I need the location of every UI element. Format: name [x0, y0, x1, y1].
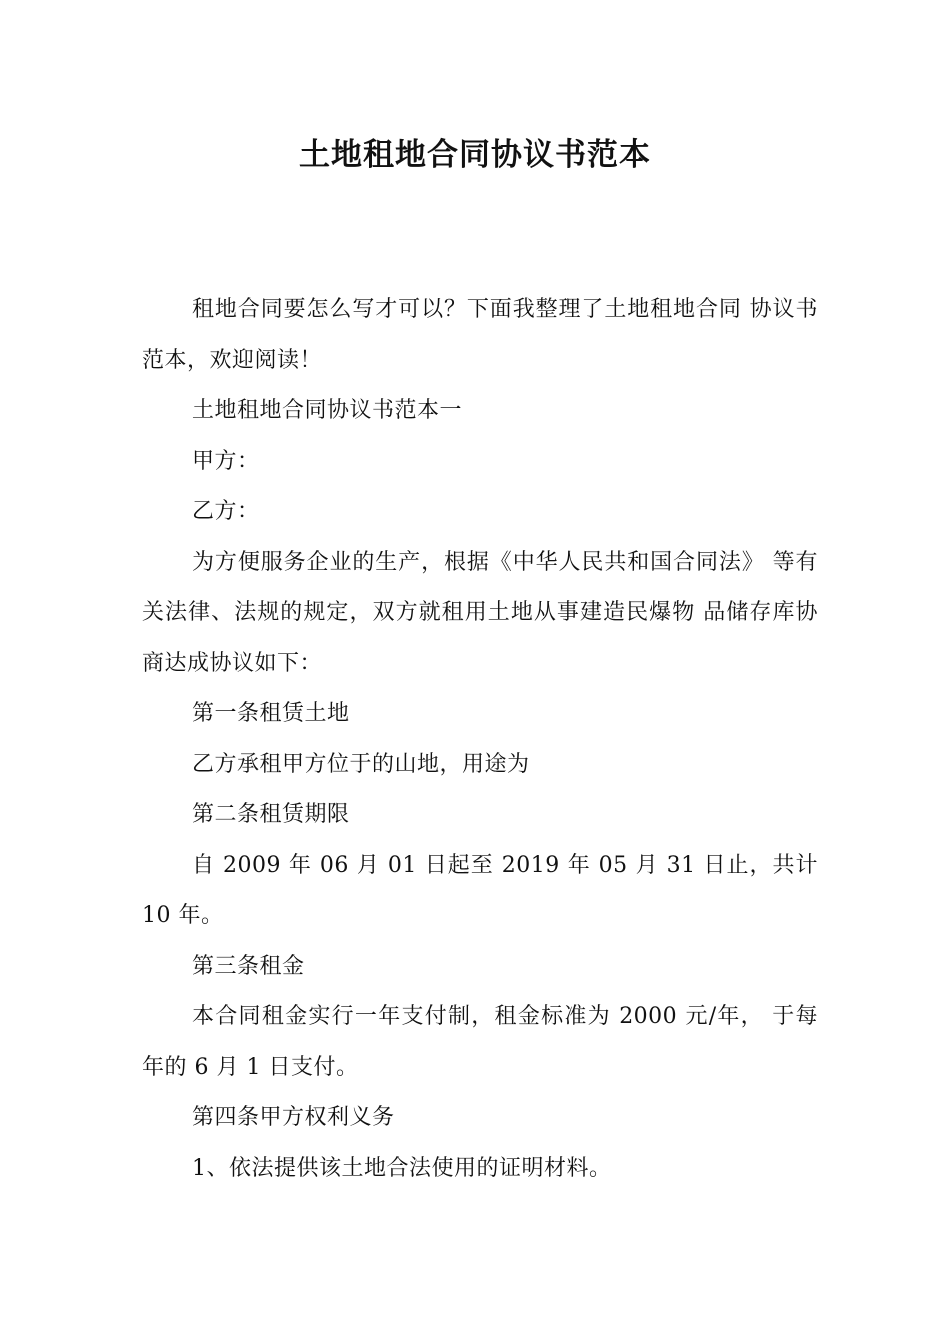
- article-4-heading: 第四条甲方权利义务: [192, 1105, 395, 1130]
- party-b-line: 乙方：: [192, 499, 260, 524]
- article-3-text: 本合同租金实行一年支付制，租金标准为 2000 元/年， 于每年的 6 月 1 日支付。: [142, 1004, 818, 1080]
- intro-paragraph: 租地合同要怎么写才可以？下面我整理了土地租地合同 协议书范本，欢迎阅读！: [142, 297, 818, 373]
- section-heading: 土地租地合同协议书范本一: [192, 398, 463, 423]
- preamble-paragraph: 为方便服务企业的生产，根据《中华人民共和国合同法》 等有关法律、法规的规定，双方就租用土地从事建造民爆物 品储存库协商达成协议如下：: [142, 549, 818, 676]
- party-a-line: 甲方：: [192, 448, 260, 474]
- document-body: [142, 285, 818, 1194]
- article-1-text: 乙方承租甲方位于的山地，用途为: [192, 751, 530, 777]
- article-2-heading: 第二条租赁期限: [192, 802, 350, 827]
- article-4-item-1: 1、依法提供该土地合法使用的证明材料。: [192, 1155, 612, 1181]
- document-title: 土地租地合同协议书范本: [299, 137, 651, 173]
- article-1-heading: 第一条租赁土地: [192, 701, 350, 726]
- article-2-text: 自 2009 年 06 月 01 日起至 2019 年 05 月 31 日止，共计 10 年。: [142, 852, 818, 928]
- article-3-heading: 第三条租金: [192, 953, 305, 979]
